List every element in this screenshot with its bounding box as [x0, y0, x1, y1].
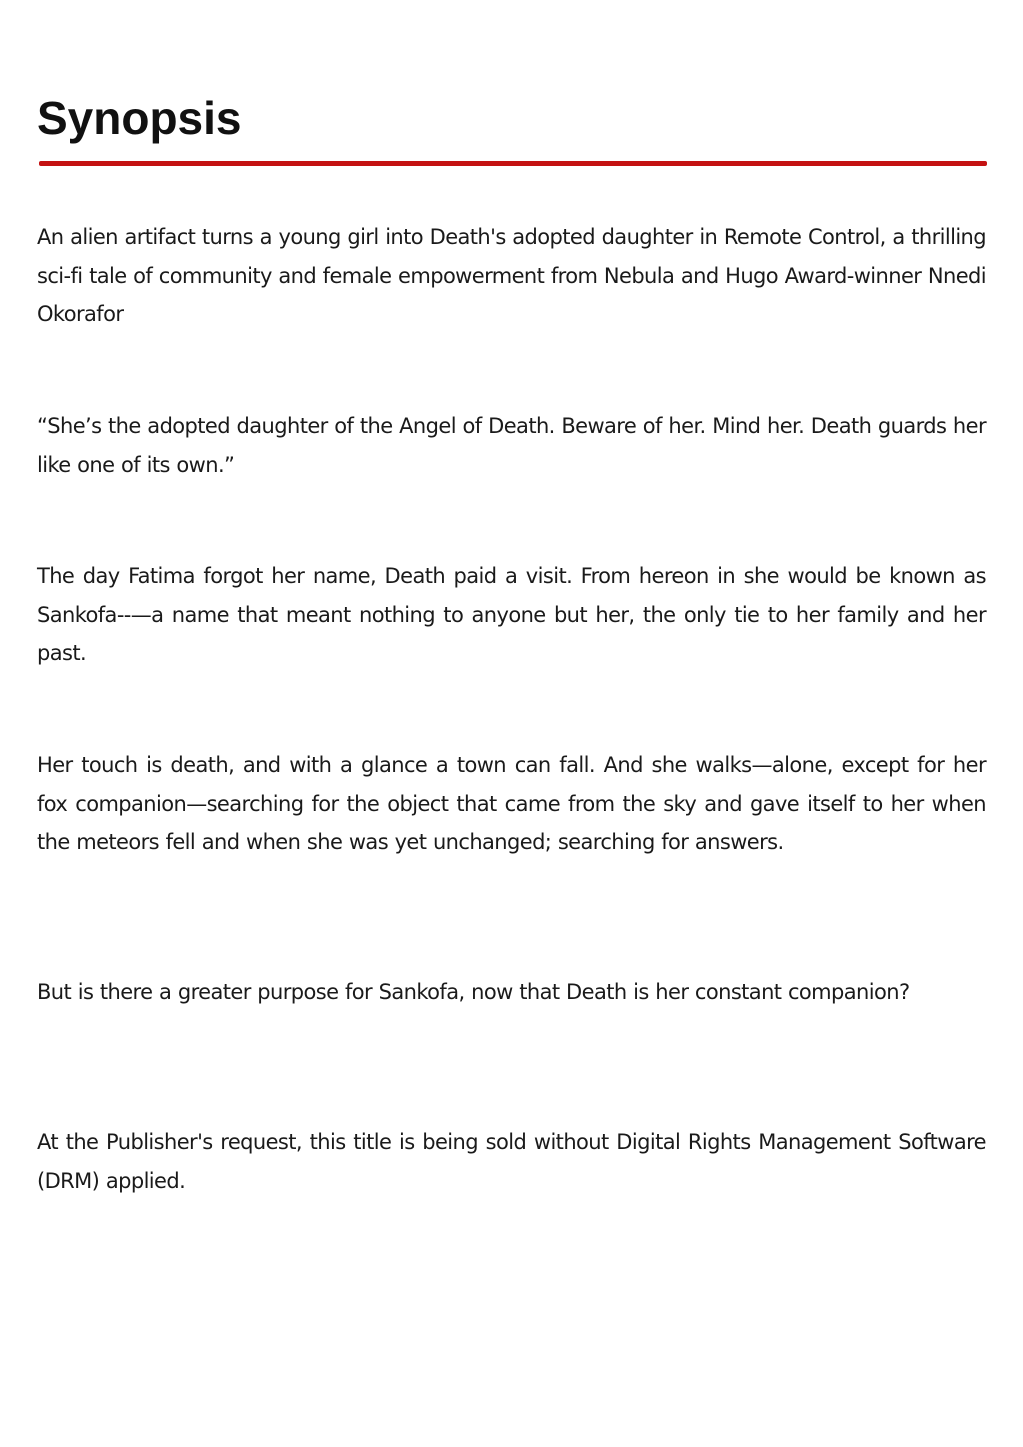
title-divider: [39, 161, 987, 166]
synopsis-paragraph-5: But is there a greater purpose for Sankofa, now that Death is her constant companion?: [37, 980, 910, 1004]
synopsis-paragraph-4: Her touch is death, and with a glance a town can fall. And she walks—alone, except for her fox companion—searching for the object that came from the sky and gave itself to her when the meteors fell and when she was yet unchanged; searching for answers.: [37, 753, 986, 854]
page-title: Synopsis: [37, 92, 242, 144]
synopsis-paragraph-3: The day Fatima forgot her name, Death paid a visit. From hereon in she would be known as Sankofa--—a name that meant nothing to anyone but her, the only tie to her family and her past.: [37, 564, 986, 665]
drm-notice-paragraph: At the Publisher's request, this title is being sold without Digital Rights Management Software (DRM) applied.: [37, 1130, 986, 1193]
synopsis-paragraph-1: An alien artifact turns a young girl into Death's adopted daughter in Remote Control, a thrilling sci-fi tale of community and female empowerment from Nebula and Hugo Award-winner Nnedi Okorafor: [37, 225, 986, 326]
synopsis-paragraph-2: “She’s the adopted daughter of the Angel of Death. Beware of her. Mind her. Death guards her like one of its own.”: [37, 414, 986, 477]
